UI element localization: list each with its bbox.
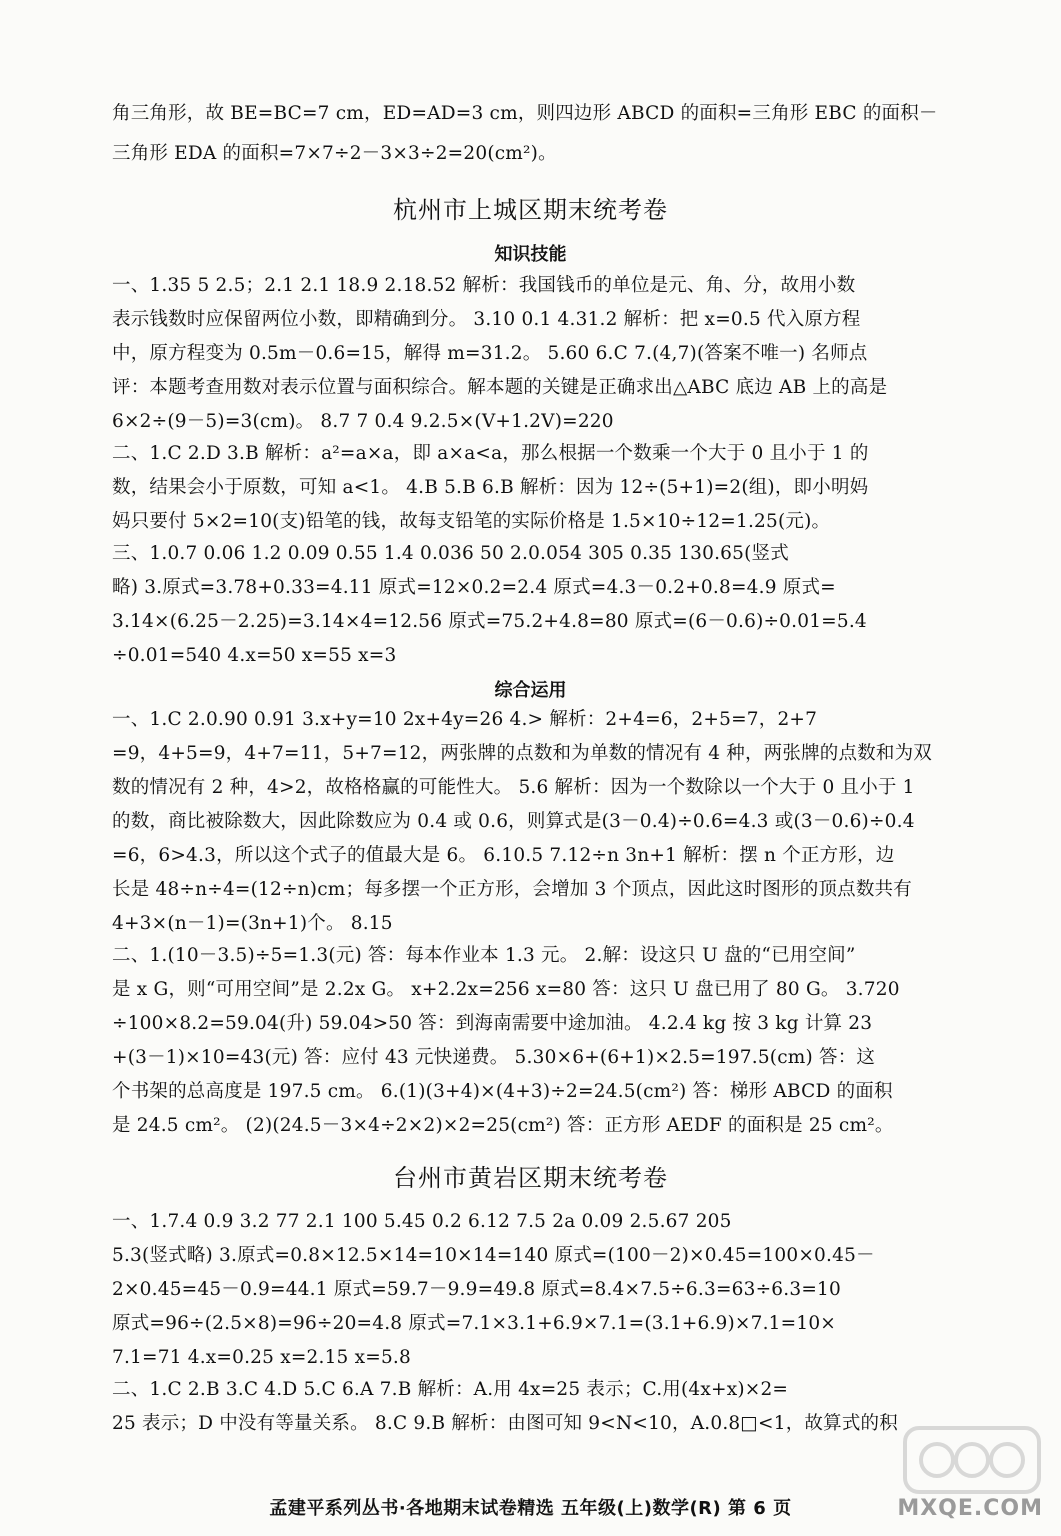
text-line: 2×0.45=45－0.9=44.1 原式=59.7－9.9=49.8 原式=8.4×7.5÷6.3=63÷6.3=10 bbox=[112, 1279, 841, 1300]
text-line: 评：本题考查用数对表示位置与面积综合。解本题的关键是正确求出△ABC 底边 AB 上的高是 bbox=[112, 377, 888, 398]
text-line: 一、1.C 2.0.90 0.91 3.x+y=10 2x+4y=26 4.> 解析：2+4=6，2+5=7，2+7 bbox=[112, 709, 818, 730]
text-line: 三、1.0.7 0.06 1.2 0.09 0.55 1.4 0.036 50 2.0.054 305 0.35 130.65(竖式 bbox=[112, 543, 789, 564]
text-line: 二、1.C 2.D 3.B 解析：a²=a×a，即 a×a<a，那么根据一个数乘一个大于 0 且小于 1 的 bbox=[112, 443, 869, 464]
text-line: 角三角形，故 BE=BC=7 cm，ED=AD=3 cm，则四边形 ABCD 的面积=三角形 EBC 的面积－ bbox=[112, 103, 938, 124]
text-line: 表示钱数时应保留两位小数，即精确到分。 3.10 0.1 4.31.2 解析：把 x=0.5 代入原方程 bbox=[112, 309, 861, 330]
text-line: 25 表示；D 中没有等量关系。 8.C 9.B 解析：由图可知 9<N<10，A.0.8□<1，故算式的积 bbox=[112, 1413, 898, 1434]
text-line: 7.1=71 4.x=0.25 x=2.15 x=5.8 bbox=[112, 1347, 411, 1368]
text-line: 4+3×(n－1)=(3n+1)个。 8.15 bbox=[112, 913, 393, 934]
page-footer: 孟建平系列丛书·各地期末试卷精选 五年级(上)数学(R) 第 6 页 bbox=[269, 1498, 792, 1519]
text-line: ÷100×8.2=59.04(升) 59.04>50 答：到海南需要中途加油。 4.2.4 kg 按 3 kg 计算 23 bbox=[112, 1013, 873, 1034]
text-line: =9，4+5=9，4+7=11，5+7=12，两张牌的点数和为单数的情况有 4 种，两张牌的点数和为双 bbox=[112, 743, 932, 764]
text-line: 略) 3.原式=3.78+0.33=4.11 原式=12×0.2=2.4 原式=4.3－0.2+0.8=4.9 原式= bbox=[112, 577, 836, 598]
section-title: 杭州市上城区期末统考卷 bbox=[393, 196, 668, 224]
text-line: 妈只要付 5×2=10(支)铅笔的钱，故每支铅笔的实际价格是 1.5×10÷12=1.25(元)。 bbox=[112, 511, 831, 532]
text-line: 是 x G，则“可用空间”是 2.2x G。 x+2.2x=256 x=80 答：这只 U 盘已用了 80 G。 3.720 bbox=[112, 979, 900, 1000]
text-line: ÷0.01=540 4.x=50 x=55 x=3 bbox=[112, 645, 397, 666]
text-line: 一、1.7.4 0.9 3.2 77 2.1 100 5.45 0.2 6.12 7.5 2a 0.09 2.5.67 205 bbox=[112, 1211, 732, 1232]
text-line: 原式=96÷(2.5×8)=96÷20=4.8 原式=7.1×3.1+6.9×7.1=(3.1+6.9)×7.1=10× bbox=[112, 1313, 836, 1334]
text-line: 二、1.C 2.B 3.C 4.D 5.C 6.A 7.B 解析：A.用 4x=25 表示；C.用(4x+x)×2= bbox=[112, 1379, 789, 1400]
text-line: 数的情况有 2 种，4>2，故格格赢的可能性大。 5.6 解析：因为一个数除以一个大于 0 且小于 1 bbox=[112, 777, 915, 798]
text-line: =6，6>4.3，所以这个式子的值最大是 6。 6.10.5 7.12÷n 3n+1 解析：摆 n 个正方形，边 bbox=[112, 845, 895, 866]
watermark-text: MXQE.COM bbox=[897, 1496, 1043, 1521]
subsection-title: 综合运用 bbox=[494, 680, 567, 701]
text-line: 的数，商比被除数大，因此除数应为 0.4 或 0.6，则算式是(3－0.4)÷0.6=4.3 或(3－0.6)÷0.4 bbox=[112, 811, 915, 832]
subsection-title: 知识技能 bbox=[494, 244, 567, 265]
text-line: +(3－1)×10=43(元) 答：应付 43 元快递费。 5.30×6+(6+1)×2.5=197.5(cm) 答：这 bbox=[112, 1047, 876, 1068]
text-line: 个书架的总高度是 197.5 cm。 6.(1)(3+4)×(4+3)÷2=24.5(cm²) 答：梯形 ABCD 的面积 bbox=[112, 1081, 893, 1102]
text-line: 中，原方程变为 0.5m－0.6=15，解得 m=31.2。 5.60 6.C 7.(4,7)(答案不唯一) 名师点 bbox=[112, 343, 868, 364]
text-line: 是 24.5 cm²。 (2)(24.5－3×4÷2×2)×2=25(cm²) 答：正方形 AEDF 的面积是 25 cm²。 bbox=[112, 1115, 894, 1136]
text-line: 6×2÷(9－5)=3(cm)。 8.7 7 0.4 9.2.5×(V+1.2V)=220 bbox=[112, 411, 614, 432]
text-line: 一、1.35 5 2.5；2.1 2.1 18.9 2.18.52 解析：我国钱币的单位是元、角、分，故用小数 bbox=[112, 275, 856, 296]
text-line: 5.3(竖式略) 3.原式=0.8×12.5×14=10×14=140 原式=(100－2)×0.45=100×0.45－ bbox=[112, 1245, 875, 1266]
text-line: 数，结果会小于原数，可知 a<1。 4.B 5.B 6.B 解析：因为 12÷(5+1)=2(组)，即小明妈 bbox=[112, 477, 869, 498]
text-line: 长是 48÷n÷4=(12÷n)cm；每多摆一个正方形，会增加 3 个顶点，因此这时图形的顶点数共有 bbox=[112, 879, 912, 900]
text-line: 二、1.(10－3.5)÷5=1.3(元) 答：每本作业本 1.3 元。 2.解：设这只 U 盘的“已用空间” bbox=[112, 945, 856, 966]
text-line: 3.14×(6.25－2.25)=3.14×4=12.56 原式=75.2+4.8=80 原式=(6－0.6)÷0.01=5.4 bbox=[112, 611, 867, 632]
text-line: 三角形 EDA 的面积=7×7÷2－3×3÷2=20(cm²)。 bbox=[112, 143, 557, 164]
section-title: 台州市黄岩区期末统考卷 bbox=[393, 1164, 668, 1192]
